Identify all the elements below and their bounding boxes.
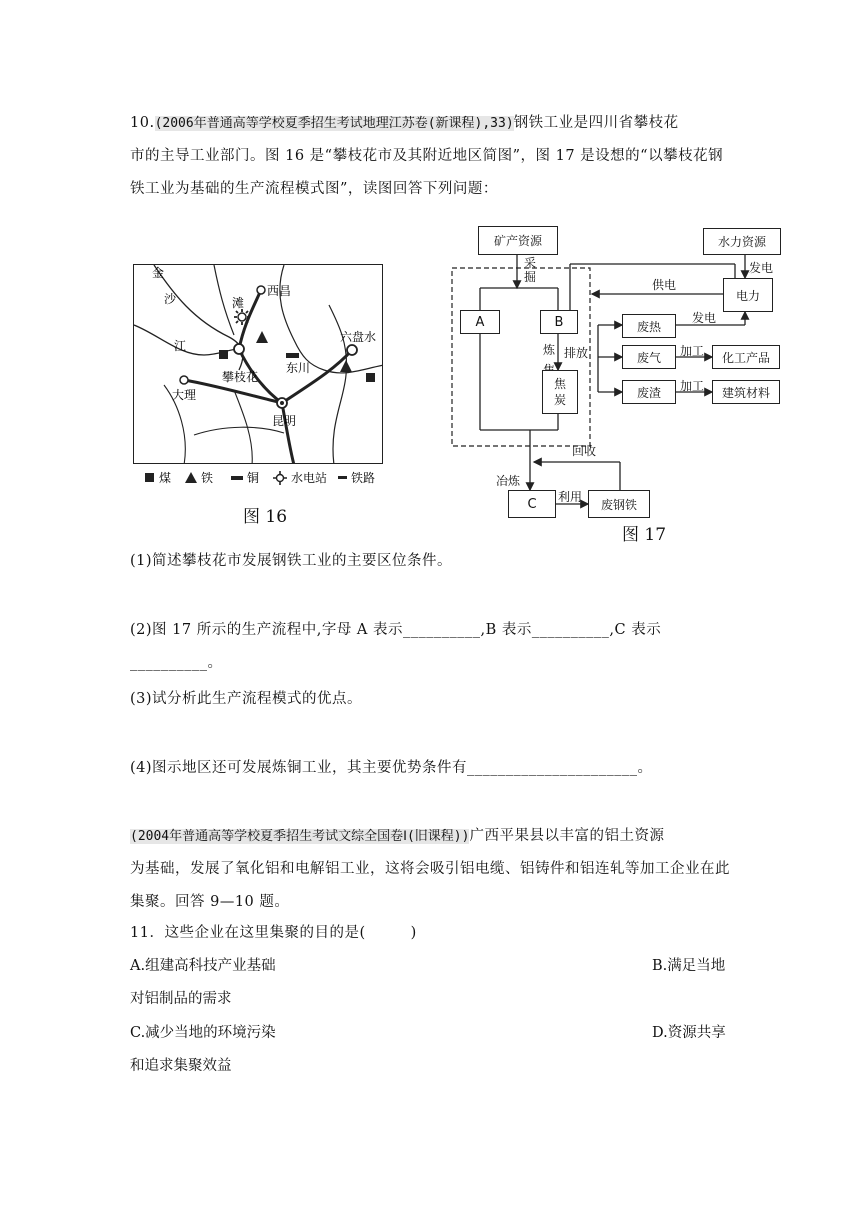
- q10-text-tail: 钢铁工业是四川省攀枝花: [513, 115, 679, 131]
- label-use: 利用: [558, 490, 583, 504]
- q11-stem: 11．这些企业在这里集聚的目的是( ): [130, 925, 417, 941]
- box-hydro: 水力资源: [703, 228, 781, 255]
- q11-option-d-head[interactable]: D.资源共享: [652, 1025, 726, 1041]
- sub-question-1: (1)简述攀枝花市发展钢铁工业的主要区位条件。: [130, 553, 453, 569]
- label-jiang: 江: [174, 339, 187, 353]
- label-supply: 供电: [652, 278, 677, 292]
- fig17-caption: 图 17: [622, 525, 667, 545]
- q10-source: (2006年普通高等学校夏季招生考试地理江苏卷(新课程),33): [154, 116, 514, 131]
- label-jin: 金: [152, 266, 165, 280]
- intro-source: (2004年普通高等学校夏季招生考试文综全国卷Ⅰ(旧课程)): [130, 829, 470, 844]
- legend-coal-icon: [145, 473, 154, 482]
- q11-option-c[interactable]: C.减少当地的环境污染: [130, 1025, 276, 1041]
- legend-iron-icon: [185, 472, 197, 483]
- q10-line1: [130, 107, 730, 140]
- label-xichang: 西昌: [267, 284, 292, 298]
- box-chem: 化工产品: [712, 345, 780, 369]
- label-recycle: 回收: [572, 444, 597, 458]
- label-gen2: 发电: [692, 311, 717, 325]
- intro-line3: 集聚。回答 9—10 题。: [130, 894, 290, 910]
- legend-coal: 煤: [159, 471, 172, 485]
- box-b: B: [540, 310, 578, 334]
- q11-option-d-tail: 和追求集聚效益: [130, 1058, 232, 1074]
- q11-option-b-head[interactable]: B.满足当地: [652, 958, 726, 974]
- q11-option-a[interactable]: A.组建高科技产业基础: [130, 958, 276, 974]
- label-mining: 采掘: [524, 256, 537, 284]
- box-c: C: [508, 490, 556, 518]
- box-waste-heat: 废热: [622, 314, 676, 338]
- legend-railway-icon: [338, 476, 347, 479]
- legend-copper-icon: [231, 476, 243, 480]
- box-coke: 焦炭: [542, 370, 578, 414]
- legend-hydro: 水电站: [291, 471, 328, 485]
- map-drawing: [134, 265, 383, 464]
- label-sha: 沙: [164, 292, 177, 306]
- box-mineral: 矿产资源: [478, 226, 558, 255]
- label-dali: 大理: [172, 388, 197, 402]
- box-waste-gas: 废气: [622, 345, 676, 369]
- intro-tail: 广西平果县以丰富的铝土资源: [469, 828, 665, 844]
- label-liupanshui: 六盘水: [340, 330, 377, 344]
- label-gen1: 发电: [749, 261, 774, 275]
- sub-question-4: (4)图示地区还可发展炼铜工业，其主要优势条件有______________________。: [130, 760, 653, 776]
- box-scrap: 废钢铁: [588, 490, 650, 518]
- label-smelt: 冶炼: [496, 474, 521, 488]
- box-power: 电力: [723, 278, 773, 312]
- q10-line3: 铁工业为基础的生产流程模式图”，读图回答下列问题：: [130, 181, 498, 197]
- legend-railway: 铁路: [351, 471, 376, 485]
- q10-line2: 市的主导工业部门。图 16 是“攀枝花市及其附近地区简图”，图 17 是设想的“以攀枝花钢: [130, 148, 724, 164]
- label-dongchuan: 东川: [286, 361, 311, 375]
- figure-16: [133, 264, 383, 527]
- q10-number: 10.: [130, 115, 155, 131]
- label-smelt-coke: 炼: [543, 343, 556, 357]
- fig16-caption: 图 16: [243, 507, 288, 527]
- box-building: 建筑材料: [712, 380, 780, 404]
- sub-question-3: (3)试分析此生产流程模式的优点。: [130, 691, 363, 707]
- intro-line1: [130, 820, 730, 853]
- label-process2: 加工: [680, 379, 705, 393]
- map-panzhihua: [133, 264, 383, 464]
- box-slag: 废渣: [622, 380, 676, 404]
- intro-line2: 为基础，发展了氧化铝和电解铝工业，这将会吸引铝电缆、铝铸件和铝连轧等加工企业在此: [130, 861, 730, 877]
- legend-hydro-icon: [273, 471, 287, 485]
- legend-copper: 铜: [247, 471, 260, 485]
- sub-question-2: (2)图 17 所示的生产流程中,字母 A 表示__________,B 表示__________,C 表示__________。: [130, 622, 662, 671]
- label-kunming: 昆明: [272, 414, 297, 428]
- legend-iron: 铁: [201, 471, 214, 485]
- label-process1: 加工: [680, 344, 705, 358]
- figure-17: [440, 222, 785, 547]
- box-a: A: [460, 310, 500, 334]
- q11-option-b-tail: 对铝制品的需求: [130, 991, 232, 1007]
- label-discharge: 排放: [564, 346, 589, 360]
- map-legend: [133, 468, 383, 488]
- label-tan: 滩: [232, 296, 245, 310]
- label-panzhihua: 攀枝花: [222, 370, 259, 384]
